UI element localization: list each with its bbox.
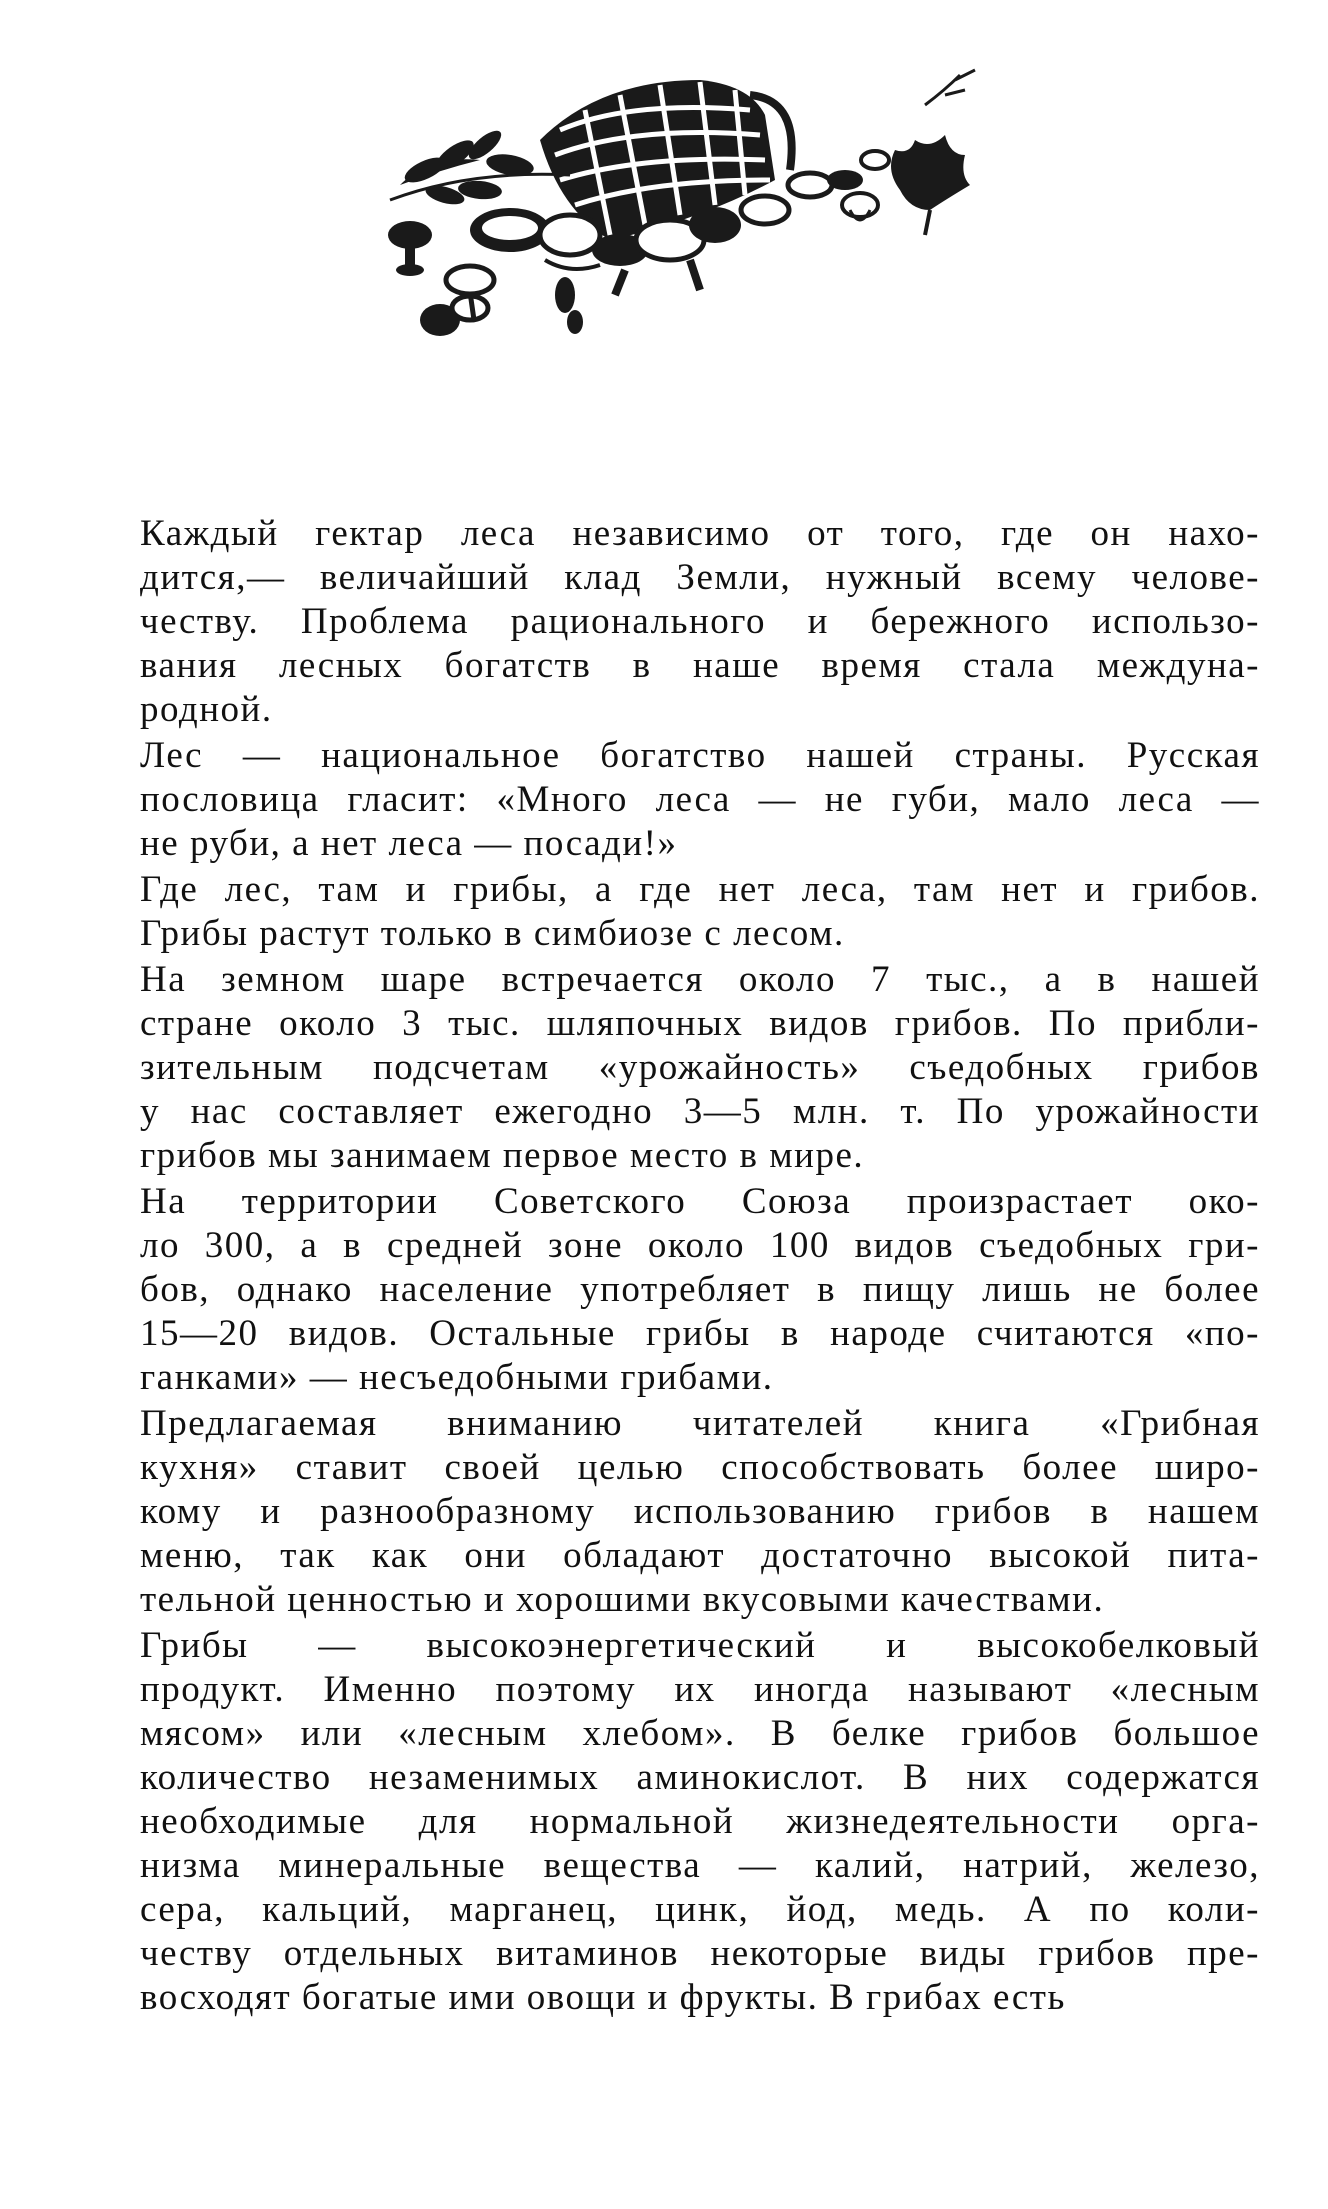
text-line: восходят богатые ими овощи и фрукты. В грибах есть xyxy=(140,1977,1066,2018)
text-line: Предлагаемая вниманию читателей книга «Грибная xyxy=(140,1403,1260,1444)
text-line: необходимые для нормальной жизнедеятельности орга- xyxy=(140,1801,1260,1842)
text-line: Грибы растут только в симбиозе с лесом. xyxy=(140,913,845,954)
text-line: 15—20 видов. Остальные грибы в народе считаются «по- xyxy=(140,1313,1260,1354)
oak-leaf-icon xyxy=(842,70,975,235)
paragraph xyxy=(140,512,1260,732)
text-line: Каждый гектар леса независимо от того, где он нахо- xyxy=(140,513,1260,554)
text-line: кому и разнообразному использованию грибов в нашем xyxy=(140,1491,1260,1532)
paragraph xyxy=(140,1624,1260,2020)
text-line: не руби, а нет леса — посади!» xyxy=(140,823,678,864)
text-line: ганками» — несъедобными грибами. xyxy=(140,1357,774,1398)
paragraph xyxy=(140,734,1260,866)
paragraph xyxy=(140,1402,1260,1622)
text-line: Грибы — высокоэнергетический и высокобелковый xyxy=(140,1625,1260,1666)
text-line: кухня» ставит своей целью способствовать более широ- xyxy=(140,1447,1260,1488)
text-line: тельной ценностью и хорошими вкусовыми качествами. xyxy=(140,1579,1105,1620)
paragraph xyxy=(140,958,1260,1178)
text-line: честву отдельных витаминов некоторые виды грибов пре- xyxy=(140,1933,1260,1974)
text-line: честву. Проблема рационального и бережного использо- xyxy=(140,601,1260,642)
text-line: количество незаменимых аминокислот. В них содержатся xyxy=(140,1757,1260,1798)
text-line: мясом» или «лесным хлебом». В белке грибов большое xyxy=(140,1713,1260,1754)
text-line: у нас составляет ежегодно 3—5 млн. т. По урожайности xyxy=(140,1091,1260,1132)
text-line: родной. xyxy=(140,689,273,730)
text-line: Лес — национальное богатство нашей страны. Русская xyxy=(140,735,1260,776)
text-line: На земном шаре встречается около 7 тыс., а в нашей xyxy=(140,959,1260,1000)
text-line: На территории Советского Союза произрастает око- xyxy=(140,1181,1260,1222)
text-line: Где лес, там и грибы, а где нет леса, там нет и грибов. xyxy=(140,869,1260,910)
body-text xyxy=(140,512,1260,2020)
paragraph xyxy=(140,1180,1260,1400)
text-line: дится,— величайший клад Земли, нужный всему челове- xyxy=(140,557,1260,598)
paragraph xyxy=(140,868,1260,956)
text-line: низма минеральные вещества — калий, натрий, железо, xyxy=(140,1845,1260,1886)
text-line: продукт. Именно поэтому их иногда называют «лесным xyxy=(140,1669,1260,1710)
text-line: сера, кальций, марганец, цинк, йод, медь. А по коли- xyxy=(140,1889,1260,1930)
text-line: ло 300, а в средней зоне около 100 видов съедобных гри- xyxy=(140,1225,1260,1266)
mushroom-basket-illustration xyxy=(370,60,990,350)
text-line: бов, однако население употребляет в пищу лишь не более xyxy=(140,1269,1260,1310)
text-line: грибов мы занимаем первое место в мире. xyxy=(140,1135,865,1176)
text-line: стране около 3 тыс. шляпочных видов грибов. По прибли- xyxy=(140,1003,1260,1044)
text-line: зительным подсчетам «урожайность» съедобных грибов xyxy=(140,1047,1260,1088)
text-line: вания лесных богатств в наше время стала междуна- xyxy=(140,645,1260,686)
text-line: пословица гласит: «Много леса — не губи, мало леса — xyxy=(140,779,1260,820)
text-line: меню, так как они обладают достаточно высокой пита- xyxy=(140,1535,1260,1576)
